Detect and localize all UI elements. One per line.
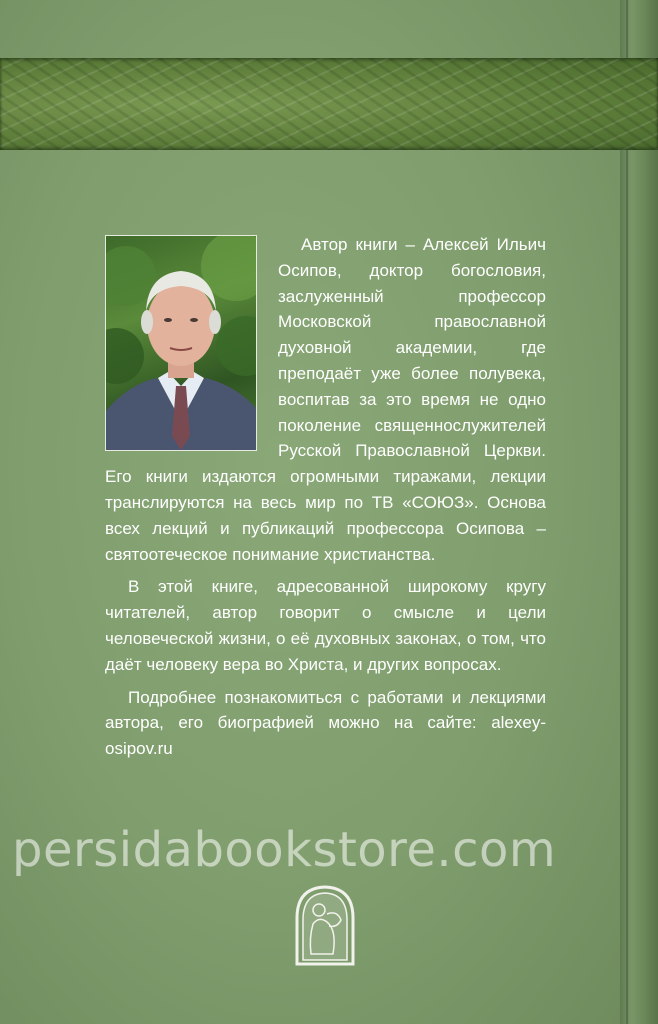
description-paragraph-2: В этой книге, адресованной широкому кругу читателей, автор говорит о смысле и цели человеческой жизни, о её духовных законах, о том, что даёт человеку вера во Христа, и других вопросах. [105, 577, 546, 674]
decorative-leather-band [0, 58, 658, 150]
spine-edge [626, 0, 628, 1024]
watermark-text: persidabookstore.com [12, 822, 557, 878]
description-paragraph-1 [105, 232, 546, 567]
publisher-emblem-icon [293, 884, 357, 966]
back-cover-text [105, 232, 546, 769]
photo-spacer [105, 232, 255, 448]
description-paragraph-1-text: Автор книги – Алексей Ильич Осипов, доктор богословия, заслуженный профессор Московской православной духовной академии, где преподаёт уже более полувека, воспитав за это время не одно поколение священнослужителей Русской Православной Церкви. Его книги издаются огромными тиражами, лекции транслируются на весь мир по ТВ «СОЮЗ». Основа всех лекций и публикаций профессора Осипова – святоотеческое понимание христианства. [105, 235, 546, 564]
website-paragraph: Подробнее познакомиться с работами и лекциями автора, его биографией можно на сайте: alexey-osipov.ru [105, 687, 546, 759]
